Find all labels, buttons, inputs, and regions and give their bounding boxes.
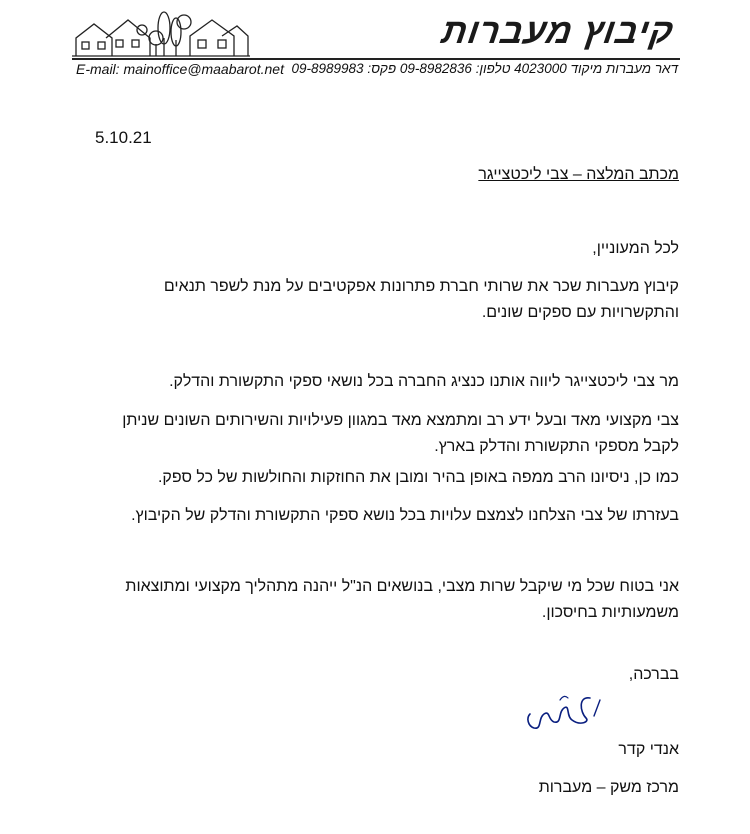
greeting: [59, 236, 679, 262]
handwritten-signature: [520, 690, 605, 740]
paragraph: [59, 274, 679, 326]
paragraph-line: אני בטוח שכל מי שיקבל שרות מצבי, בנושאים הנ"ל ייהנה מתהליך מקצועי ומתוצאות: [125, 578, 679, 595]
paragraph-line: בעזרתו של צבי הצלחנו לצמצם עלויות בכל נושא ספקי התקשורת והדלק של הקיבוץ.: [131, 507, 679, 524]
paragraph: [59, 408, 679, 460]
letter-subject: מכתב המלצה – צבי ליכטצייגר: [478, 166, 679, 183]
signer-title-text: מרכז משק – מעברות: [538, 779, 679, 796]
paragraph: [59, 369, 679, 395]
closing-text: בברכה,: [628, 666, 679, 683]
letter-date: 5.10.21: [95, 128, 152, 147]
paragraph: [59, 465, 679, 491]
signer-title: [59, 775, 679, 801]
closing: [59, 662, 679, 688]
signer-name-text: אנדי קדר: [618, 741, 679, 758]
paragraph-line: מר צבי ליכטצייגר ליווה אותנו כנציג החברה בכל נושאי ספקי התקשורת והדלק.: [169, 373, 679, 390]
paragraph-line: צבי מקצועי מאד ובעל ידע רב ומתמצא מאד במגוון פעילויות והשירותים השונים שניתן: [122, 412, 679, 429]
paragraph-line: לקבל מספקי התקשורת והדלק בארץ.: [434, 438, 679, 455]
signer-name: [59, 737, 679, 763]
contact-email: E-mail: mainoffice@maabarot.net: [76, 61, 284, 77]
header-divider: [72, 58, 680, 60]
paragraph: [59, 503, 679, 529]
paragraph-line: והתקשרויות עם ספקים שונים.: [481, 304, 679, 321]
org-name: קיבוץ מעברות: [439, 12, 677, 51]
contact-address-line: דאר מעברות מיקוד 4023000 טלפון: 09-8982836 פקס: 09-8989983: [291, 61, 678, 76]
kibbutz-logo-houses-trees: [72, 8, 250, 58]
greeting-text: לכל המעוניין,: [592, 240, 679, 257]
paragraph-line: משמעותיות בחיסכון.: [541, 604, 679, 621]
paragraph: [59, 574, 679, 626]
paragraph-line: כמו כן, ניסיונו הרב ממפה באופן בהיר ומובן את החוזקות והחולשות של כל ספק.: [157, 469, 679, 486]
paragraph-line: קיבוץ מעברות שכר את שרותי חברת פתרונות אפקטיבים על מנת לשפר תנאים: [163, 278, 679, 295]
